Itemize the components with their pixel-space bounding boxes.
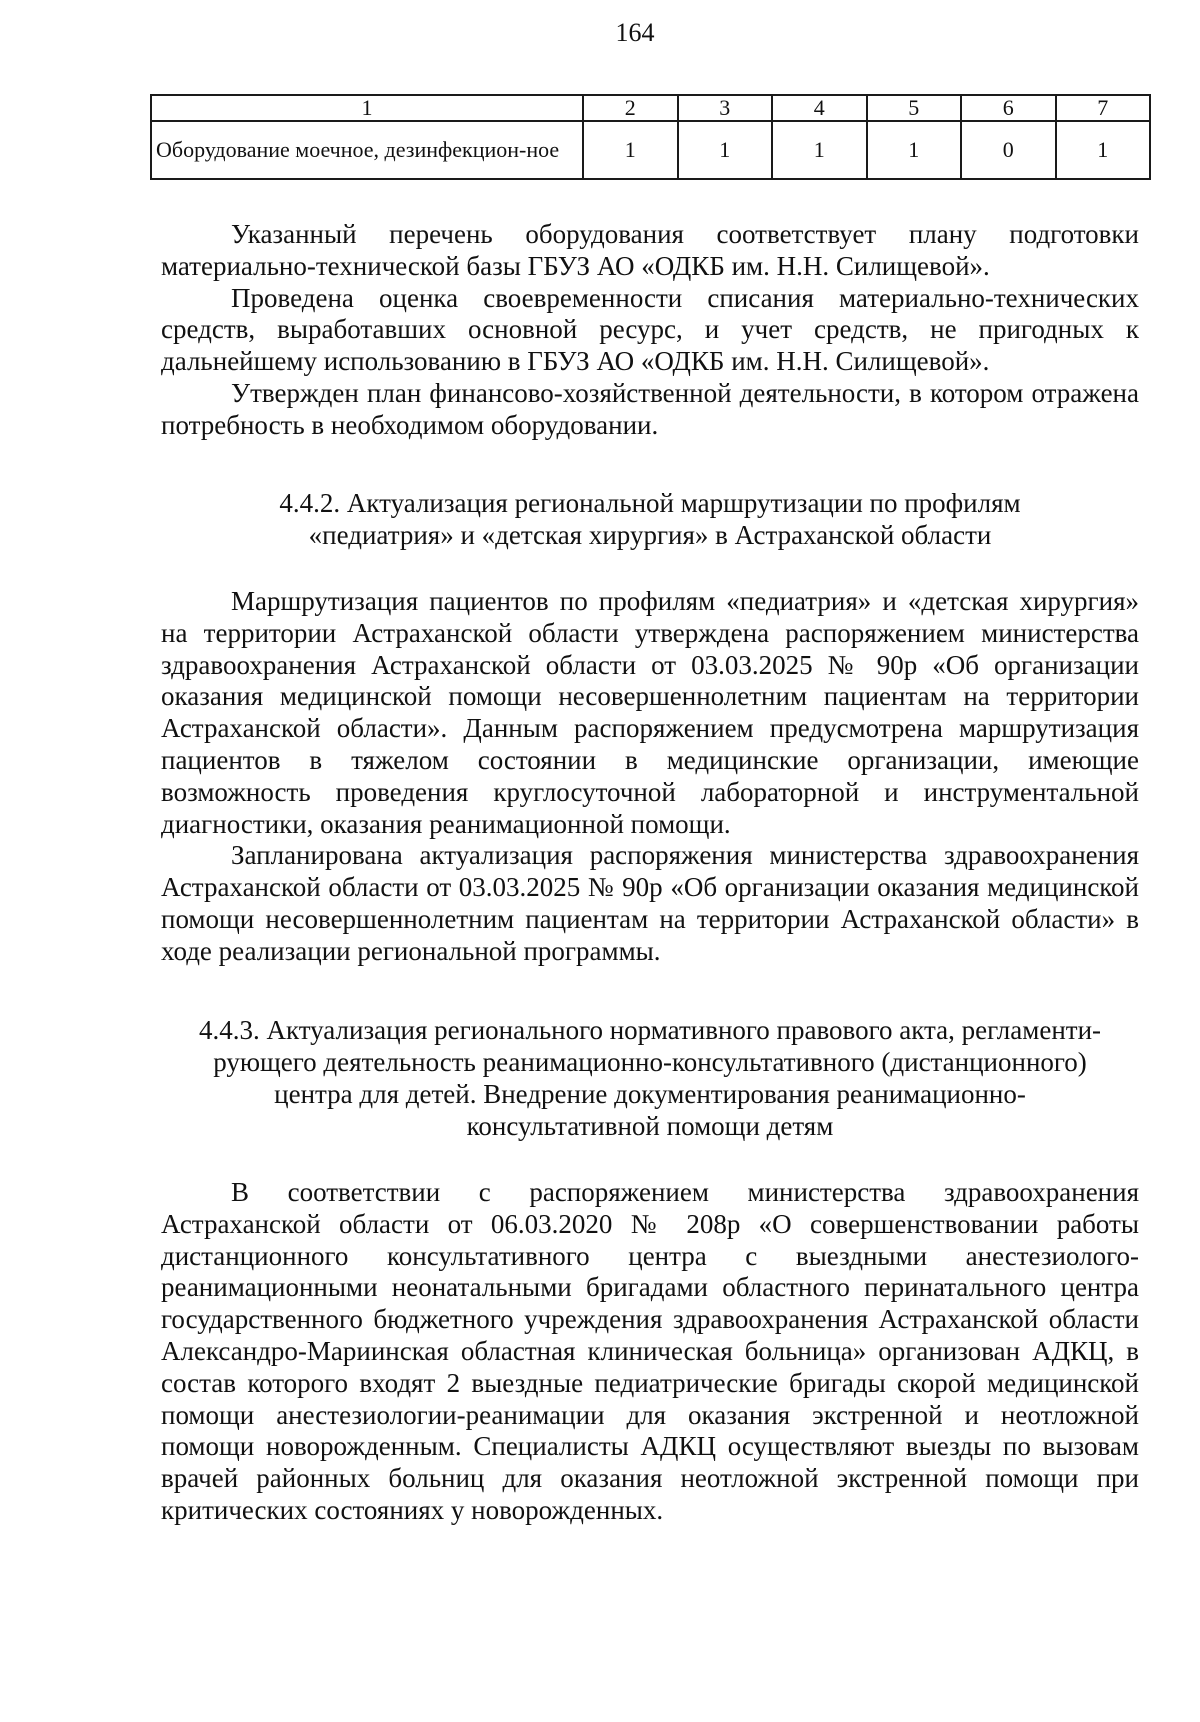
table-value-cell: 1: [1056, 121, 1151, 179]
table-header-cell: 6: [961, 95, 1056, 121]
paragraph: Указанный перечень оборудования соответствует плану подготовки материально-технической базы ГБУЗ АО «ОДКБ им. Н.Н. Силищевой».: [161, 219, 1139, 281]
paragraph: Утвержден план финансово-хозяйственной деятельности, в котором отражена потребность в необходимом оборудовании.: [161, 377, 1139, 440]
equipment-summary-block: [161, 219, 1139, 442]
table-value-cell: 1: [772, 121, 867, 179]
table-header-cell: 1: [151, 95, 583, 121]
section-4-4-3-body: [161, 1177, 1139, 1527]
table-header-cell: 7: [1056, 95, 1151, 121]
paragraph: Маршрутизация пациентов по профилям «педиатрия» и «детская хирургия» на территории Астраханской области утверждена распоряжением министерства здравоохранения Астраханской области от 03.03.2025 № 90р «Об организации оказания медицинской помощи несовершеннолетним пациентам на территории Астраханской области». Данным распоряжением предусмотрена маршрутизация пациентов в тяжелом состоянии в медицинские организации, имеющие возможность проведения круглосуточной лабораторной и инструментальной диагностики, оказания реанимационной помощи.: [161, 586, 1139, 839]
paragraph: В соответствии с распоряжением министерства здравоохранения Астраханской области от 06.03.2020 № 208р «О совершенствовании работы дистанционного консультативного центра с выездными анестезиолого-реанимационными неонатальными бригадами областного перинатального центра государственного бюджетного учреждения здравоохранения Астраханской области Александро-Мариинская областная клиническая больница» организован АДКЦ, в состав которого входят 2 выездные педиатрические бригады скорой медицинской помощи анестезиологии-реанимации для оказания экстренной и неотложной помощи новорожденным. Специалисты АДКЦ осуществляют выезды по вызовам врачей районных больниц для оказания неотложной экстренной помощи при критических состояниях у новорожденных.: [161, 1177, 1139, 1525]
paragraph: Проведена оценка своевременности списания материально-технических средств, выработавших основной ресурс, и учет средств, не пригодных к дальнейшему использованию в ГБУЗ АО «ОДКБ им. Н.Н. Силищевой».: [161, 282, 1139, 377]
section-heading-4-4-2: [161, 487, 1139, 551]
table-value-cell: 1: [867, 121, 962, 179]
table-value-cell: 0: [961, 121, 1056, 179]
table-value-cell: 1: [583, 121, 678, 179]
table-header-cell: 4: [772, 95, 867, 121]
table-header-cell: 5: [867, 95, 962, 121]
table-header-row: [151, 95, 1150, 121]
table-row: [151, 121, 1150, 179]
paragraph: Запланирована актуализация распоряжения министерства здравоохранения Астраханской области от 03.03.2025 № 90р «Об организации оказания медицинской помощи несовершеннолетним пациентам на территории Астраханской области» в ходе реализации региональной программы.: [161, 840, 1139, 966]
equipment-name-cell: Оборудование моечное, дезинфекцион-ное: [151, 121, 583, 179]
section-heading-4-4-3: [161, 1014, 1139, 1142]
table-header-cell: 2: [583, 95, 678, 121]
table-header-cell: 3: [678, 95, 773, 121]
heading-line: 4.4.2. Актуализация региональной маршрутизации по профилям: [279, 488, 1021, 518]
table-value-cell: 1: [678, 121, 773, 179]
page-number: 164: [615, 18, 655, 47]
heading-line: центра для детей. Внедрение документирования реанимационно-: [274, 1079, 1026, 1109]
heading-line: рующего деятельность реанимационно-консультативного (дистанционного): [213, 1047, 1087, 1077]
heading-line: «педиатрия» и «детская хирургия» в Астраханской области: [308, 520, 992, 550]
heading-line: консультативной помощи детям: [466, 1111, 834, 1141]
section-4-4-2-body: [161, 586, 1139, 968]
equipment-table: [150, 94, 1151, 180]
heading-line: 4.4.3. Актуализация регионального нормативного правового акта, регламенти-: [198, 1015, 1102, 1045]
